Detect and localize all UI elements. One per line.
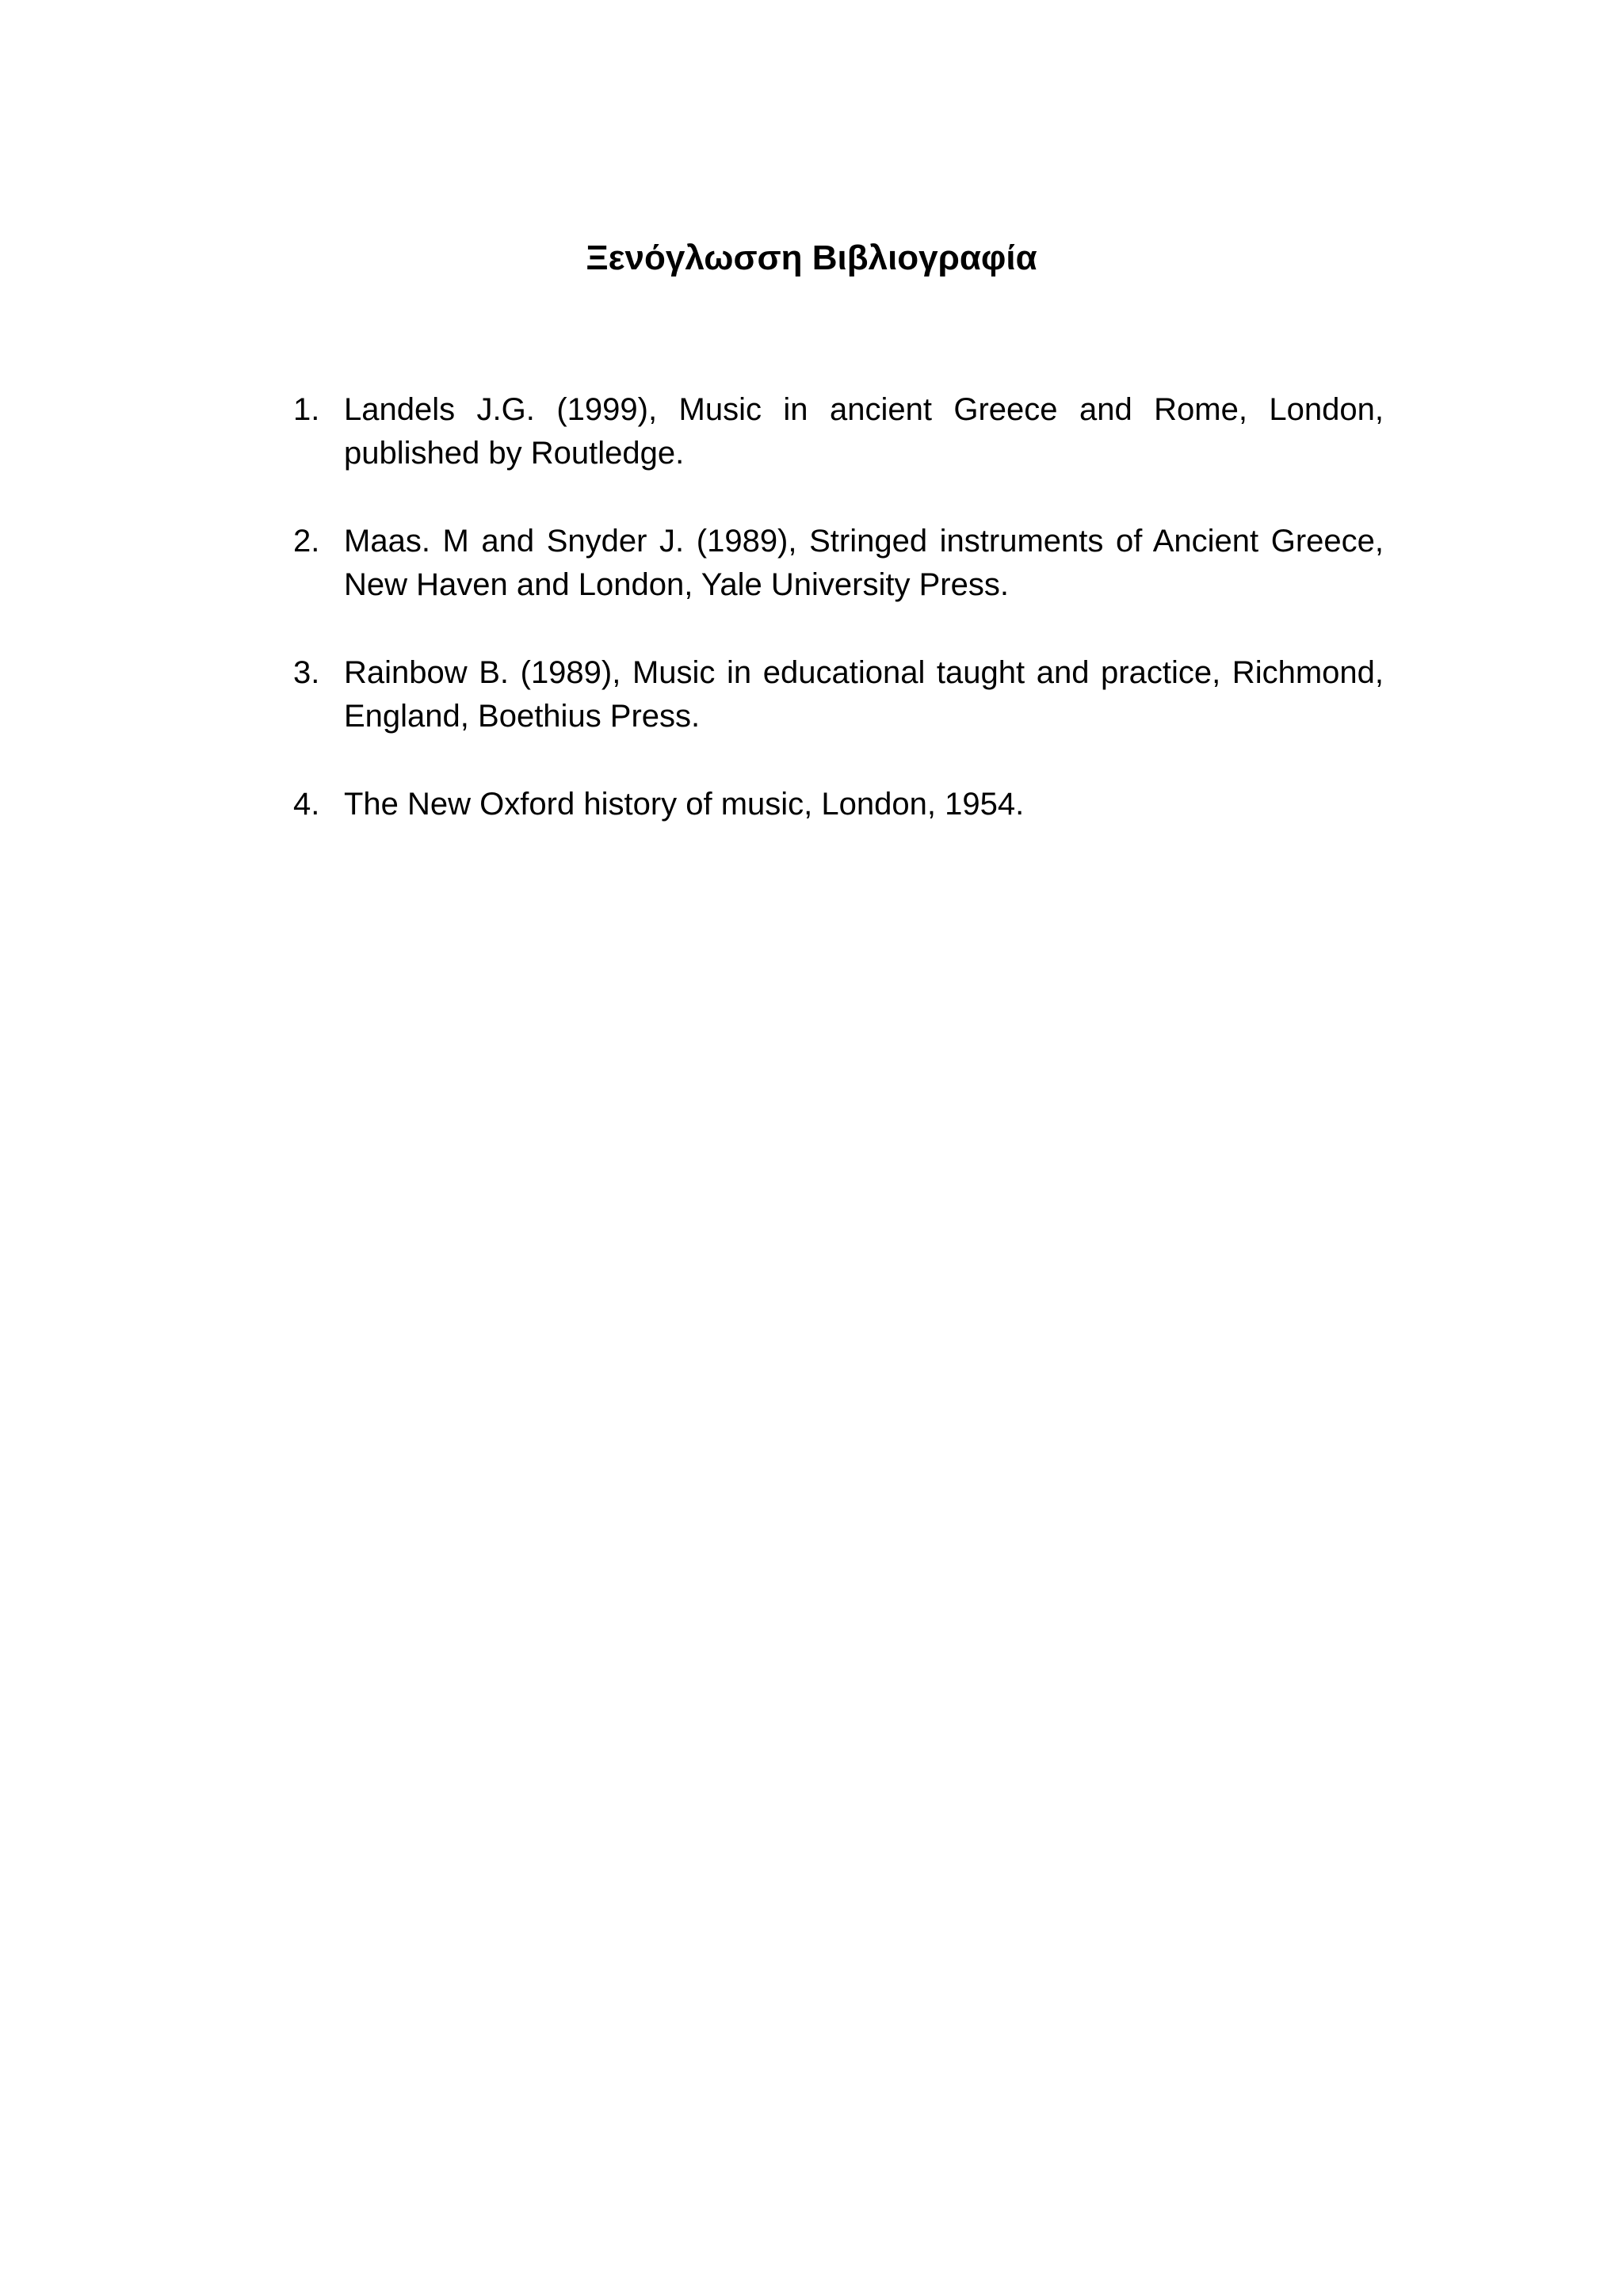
bibliography-item [293, 783, 1384, 826]
bibliography-item-text: Landels J.G. (1999), Music in ancient Greece and Rome, London, published by Routledge. [344, 392, 1384, 471]
bibliography-item [293, 388, 1384, 475]
bibliography-item-text: Rainbow B. (1989), Music in educational taught and practice, Richmond, England, Boethius Press. [344, 655, 1384, 734]
bibliography-item-number: 2. [293, 524, 320, 559]
bibliography-item [293, 520, 1384, 607]
bibliography-item-text: Maas. M and Snyder J. (1989), Stringed instruments of Ancient Greece, New Haven and London, Yale University Press. [344, 524, 1384, 602]
bibliography-item [293, 651, 1384, 738]
page-title: Ξενόγλωσση Βιβλιογραφία [586, 238, 1037, 277]
bibliography-item-number: 3. [293, 655, 320, 690]
bibliography-item-text: The New Oxford history of music, London, 1954. [344, 787, 1025, 822]
bibliography-list [293, 388, 1384, 871]
bibliography-item-number: 1. [293, 392, 320, 427]
bibliography-item-number: 4. [293, 787, 320, 822]
